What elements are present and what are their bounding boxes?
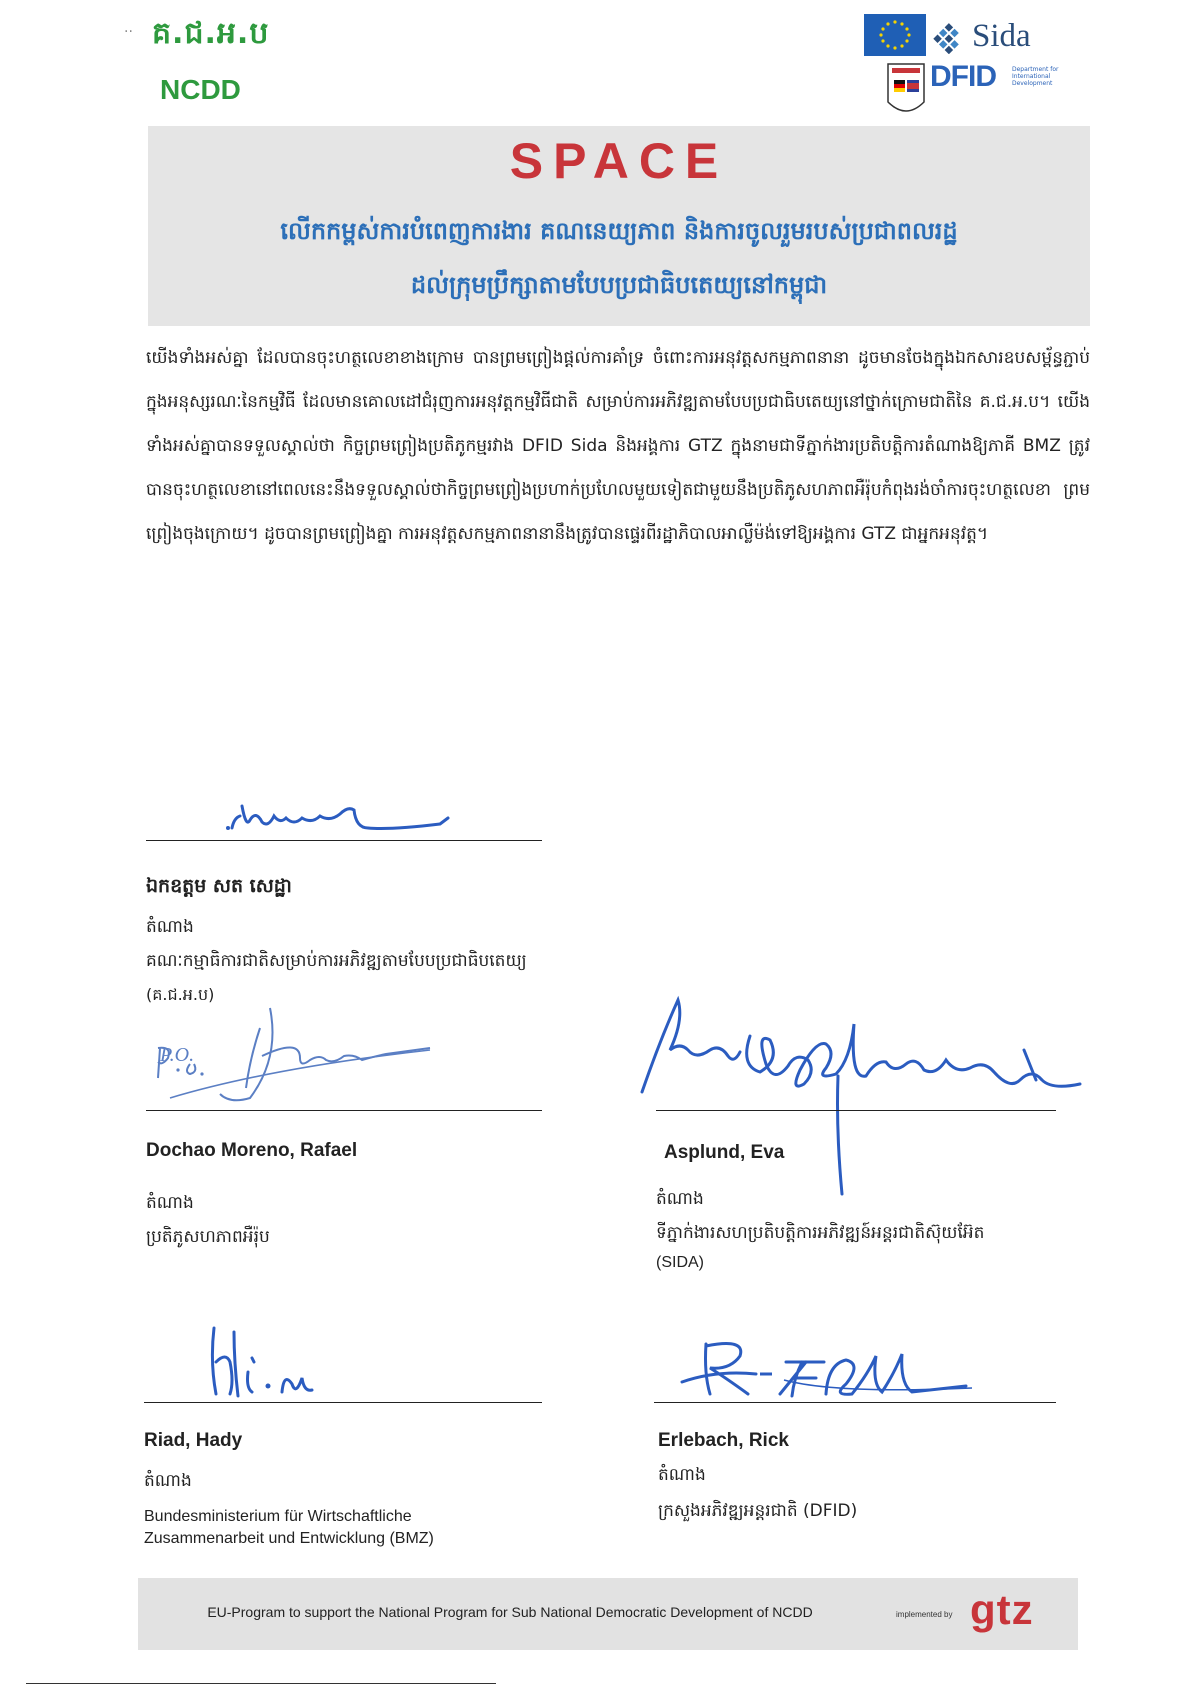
signatory-2-name: Dochao Moreno, Rafael	[146, 1140, 358, 1161]
signatory-3-org: ទីភ្នាក់ងារសហប្រតិបត្តិការអភិវឌ្ឍន៍អន្តរជាតិស៊ុយអ៊ែត	[656, 1223, 985, 1243]
signatory-4-name: Riad, Hady	[144, 1430, 243, 1451]
signature-riad	[200, 1322, 340, 1402]
sida-logo-icon	[932, 22, 970, 54]
signatory-5-role-label: តំណាង	[658, 1465, 706, 1485]
signatory-4-org-line-2: Zusammenarbeit und Entwicklung (BMZ)	[144, 1530, 434, 1547]
signatory-5-org: ក្រសួងអភិវឌ្ឍអន្តរជាតិ (DFID)	[658, 1501, 858, 1521]
signatory-1-role-label: តំណាង	[146, 917, 194, 937]
banner-subtitle-line-2: ដល់ក្រុមប្រឹក្សាតាមបែបប្រជាធិបតេយ្យនៅកម្ពុជា	[410, 271, 828, 299]
signatory-1-org: គណៈកម្មាធិការជាតិសម្រាប់ការអភិវឌ្ឍតាមបែបប្រជាធិបតេយ្យ	[146, 951, 527, 971]
agreement-paragraph: យើងទាំងអស់គ្នា ដែលបានចុះហត្ថលេខាខាងក្រោម បានព្រមព្រៀងផ្តល់ការគាំទ្រ ចំពោះការអនុវត្តសកម្មភាពនានា ដូចមានចែងក្នុងឯកសារឧបសម្ព័ន្ធភ្ជាប់ក្នុងអនុស្សរណៈនៃកម្មវិធី ដែលមានគោលដៅជំរុញការអនុវត្តកម្មវិធីជាតិ សម្រាប់ការអភិវឌ្ឍតាមបែបប្រជាធិបតេយ្យនៅថ្នាក់ក្រោមជាតិនៃ គ.ជ.អ.ប។ យើងទាំងអស់គ្នាបានទទួលស្គាល់ថា កិច្ចព្រមព្រៀងប្រតិភូកម្មរវាង DFID Sida និងអង្គការ GTZ ក្នុងនាមជាទីភ្នាក់ងារប្រតិបត្តិការតំណាងឱ្យភាគី BMZ ត្រូវបានចុះហត្ថលេខានៅពេលនេះនឹងទទួលស្គាល់ថាកិច្ចព្រមព្រៀងប្រហាក់ប្រហែលមួយទៀតជាមួយនឹងប្រតិភូសហភាពអឺរ៉ុបកំពុងរង់ចាំការចុះហត្ថលេខា ព្រមព្រៀងចុងក្រោយ។ ដូចបានព្រមព្រៀងគ្នា ការអនុវត្តសកម្មភាពនានានឹងត្រូវបានផ្ទេរពីរដ្ឋាភិបាលអាល្លឺម៉ង់ទៅឱ្យអង្គការ GTZ ជាអ្នកអនុវត្ត។	[146, 348, 1090, 544]
implemented-by-label: implemented by	[896, 1610, 953, 1619]
signature-line-2	[146, 1110, 542, 1111]
signature-line-3	[656, 1110, 1056, 1111]
signatory-3-name: Asplund, Eva	[664, 1142, 785, 1163]
eu-flag-icon	[864, 14, 926, 56]
header-dots: ··	[124, 24, 133, 40]
signature-asplund	[640, 980, 1090, 1200]
ncdd-logo-text: NCDD	[160, 74, 241, 105]
signature-line-1	[146, 840, 542, 841]
signature-line-4	[144, 1402, 542, 1403]
bottom-rule	[26, 1683, 496, 1684]
signatory-2-org: ប្រតិភូសហភាពអឺរ៉ុប	[146, 1227, 270, 1247]
german-cooperation-shield-icon	[886, 62, 926, 120]
signatory-1-org-abbr: (គ.ជ.អ.ប)	[146, 985, 215, 1004]
signatory-1-name: ឯកឧត្តម សត សេដ្ឋា	[146, 875, 292, 897]
sida-logo-text: Sida	[972, 18, 1031, 54]
gtz-logo: gtz	[970, 1586, 1034, 1633]
signatory-3-org-abbr: (SIDA)	[656, 1254, 704, 1271]
signatory-5-name: Erlebach, Rick	[658, 1430, 789, 1451]
signature-erlebach	[676, 1334, 976, 1404]
signature-line-5	[654, 1402, 1056, 1403]
ncdd-khmer-logo: គ.ជ.អ.ប	[152, 16, 270, 51]
banner-subtitle-line-1: លើកកម្ពស់ការបំពេញការងារ គណនេយ្យភាព និងការចូលរួមរបស់ប្រជាពលរដ្ឋ	[280, 217, 958, 245]
signatory-2-role-label: តំណាង	[146, 1193, 194, 1213]
dfid-logo-text: DFID	[930, 60, 996, 93]
footer-program-text: EU-Program to support the National Program for Sub National Democratic Development of NCDD	[207, 1604, 813, 1620]
signatory-4-role-label: តំណាង	[144, 1471, 192, 1491]
dfid-logo-subtitle: Department for International Development	[1012, 66, 1059, 87]
signatory-2-signature-note: P.O.	[160, 1044, 195, 1066]
signatory-4-org-line-1: Bundesministerium für Wirtschaftliche	[144, 1508, 412, 1525]
signature-sat-setha	[220, 788, 470, 838]
signatory-3-role-label: តំណាង	[656, 1189, 704, 1209]
banner-title: SPACE	[509, 133, 729, 189]
